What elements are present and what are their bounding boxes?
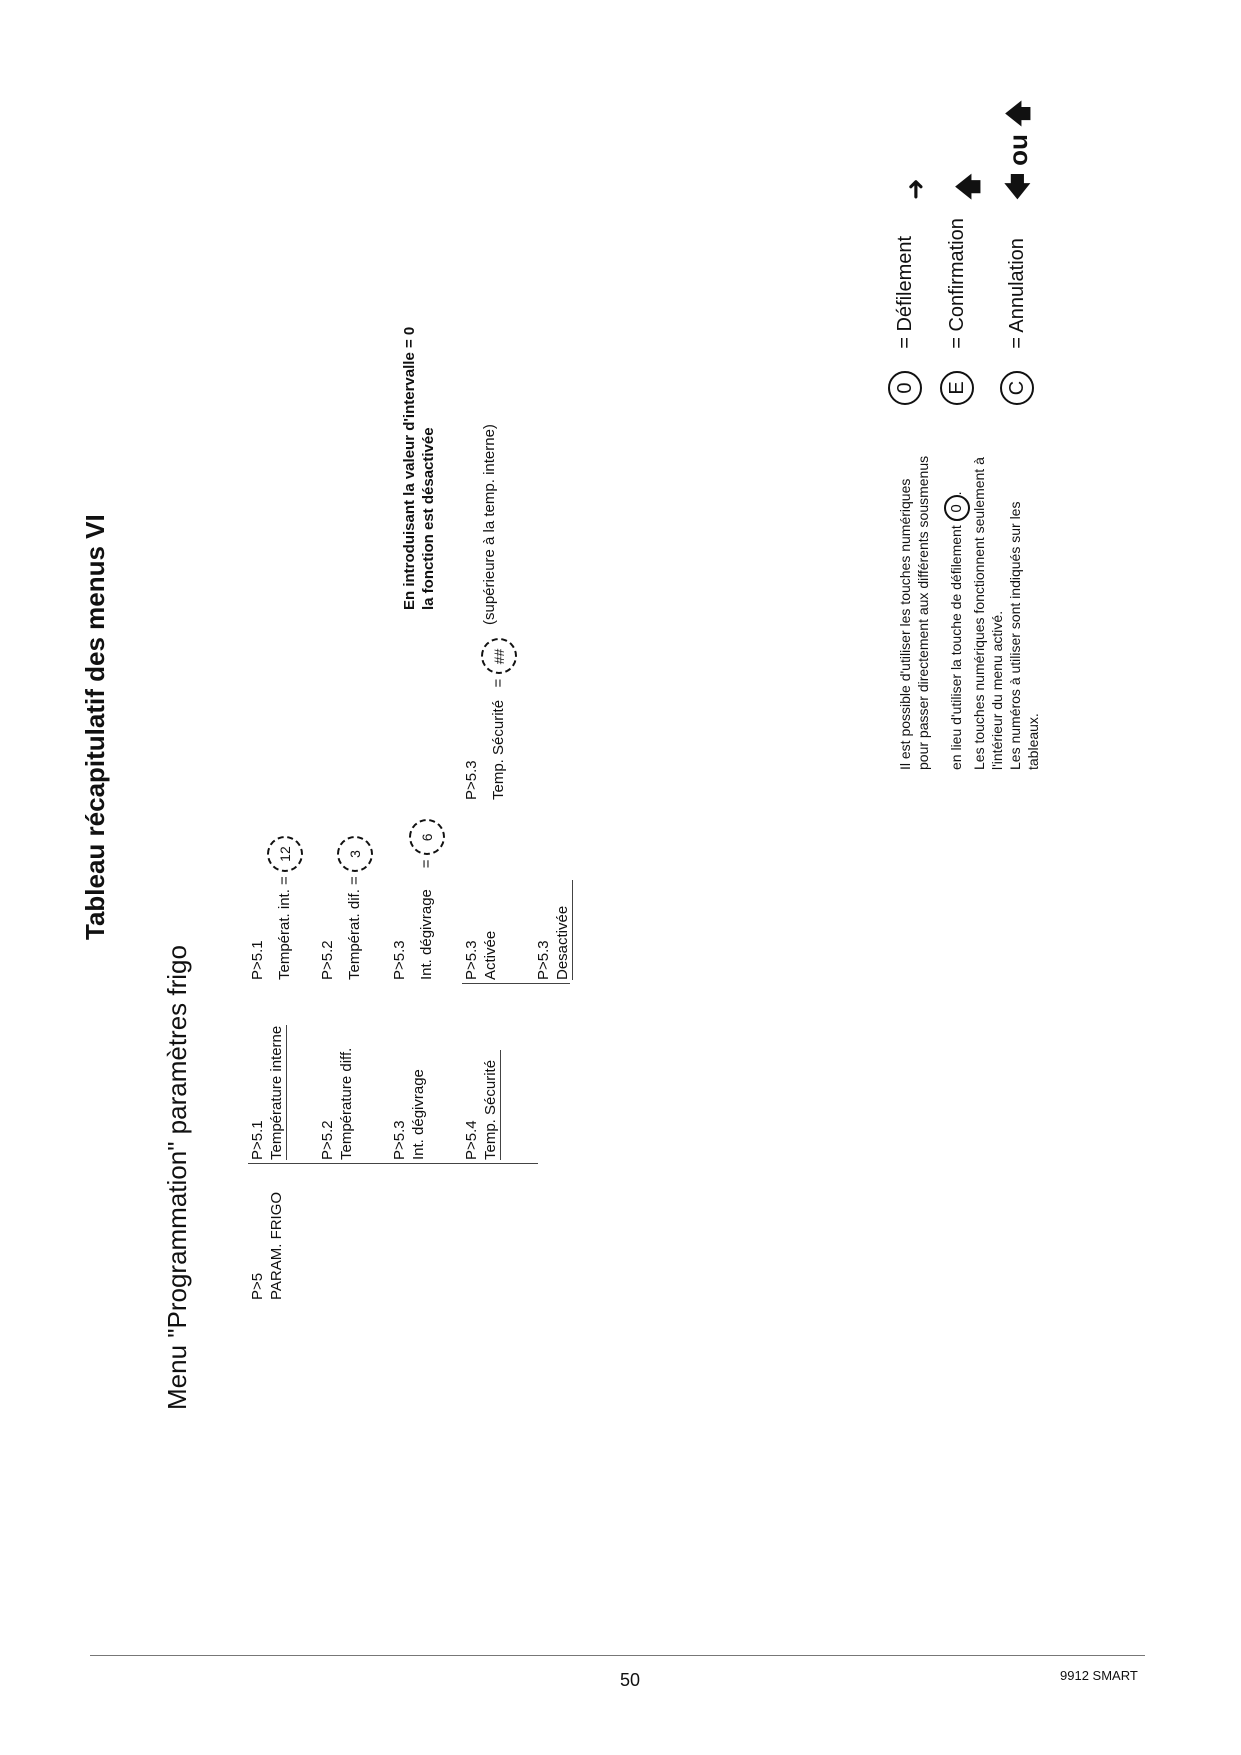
- menu-subtitle: Menu "Programmation" paramètres frigo: [162, 945, 192, 1410]
- defrost-note: [400, 327, 438, 610]
- value-6-badge: 6: [409, 819, 445, 855]
- root-node: [248, 1192, 286, 1300]
- info-line: Les numéros à utiliser sont indiqués sur les: [1007, 501, 1023, 770]
- menu-item-5-3: [390, 1069, 428, 1160]
- item-code: P>5.3: [391, 1120, 408, 1160]
- sub-item-5-3-defrost: [390, 819, 445, 980]
- sub-label: Temp. Sécurité: [489, 699, 507, 800]
- sub-code: P>5.1: [249, 940, 266, 980]
- arrow-right-icon: ➜: [900, 178, 930, 200]
- key-e-icon: E: [940, 371, 974, 405]
- legend-text: = Confirmation: [946, 218, 968, 349]
- sub-code: P>5.3: [463, 760, 480, 800]
- doc-code: 9912 SMART: [1060, 1668, 1138, 1683]
- legend-text: = Annulation: [1006, 238, 1028, 349]
- page-number: 50: [620, 1670, 641, 1690]
- equals-sign: =: [489, 678, 507, 688]
- info-line: tableaux.: [1025, 713, 1041, 770]
- root-label: PARAM. FRIGO: [268, 1191, 285, 1300]
- legend-text: = Défilement: [894, 235, 916, 349]
- security-remark: (supérieure à la temp. interne): [481, 424, 498, 625]
- value-3-badge: 3: [337, 836, 373, 872]
- info-line: pour passer directement aux différents sousmenus: [915, 455, 931, 770]
- tree-connector: [462, 983, 570, 984]
- legend-cancel: [1000, 238, 1034, 405]
- page-title: Tableau récapitulatif des menus VI: [80, 514, 110, 940]
- item-label: Int. dégivrage: [410, 1069, 427, 1160]
- item-label: Température interne: [268, 1025, 285, 1160]
- footer-rule: [90, 1655, 1145, 1656]
- menu-item-5-1: [248, 1025, 287, 1160]
- arrow-left-or-up-icon: 🡄 ou 🡅: [1003, 100, 1033, 200]
- value-12-badge: 12: [267, 836, 303, 872]
- sub-item-5-3-security: [462, 639, 517, 801]
- root-code: P>5: [249, 1272, 266, 1300]
- note-line: la fonction est désactivée: [420, 427, 437, 610]
- scroll-key-icon: 0: [944, 495, 970, 521]
- sub-item-5-3-active: [462, 931, 500, 980]
- menu-item-5-4: [462, 1050, 501, 1160]
- info-punct: .: [948, 491, 964, 496]
- sub-item-5-3-inactive: [534, 880, 573, 980]
- tree-connector: [248, 1163, 538, 1164]
- sub-item-5-2: [318, 836, 373, 980]
- menu-item-5-2: [318, 1048, 356, 1160]
- sub-label: Activée: [482, 930, 499, 980]
- sub-code: P>5.3: [391, 940, 408, 980]
- sub-label: Températ. int. =: [275, 876, 293, 980]
- sub-item-5-1: [248, 836, 303, 980]
- info-line: Il est possible d'utiliser les touches numériques: [897, 478, 913, 770]
- key-0-icon: 0: [888, 371, 922, 405]
- equals-sign: =: [417, 859, 435, 869]
- legend-scroll: [888, 236, 922, 405]
- item-label: Temp. Sécurité: [482, 1059, 499, 1160]
- info-line: en lieu d'utiliser la touche de défilement: [948, 525, 964, 770]
- note-line: En introduisant la valeur d'intervalle = 0: [401, 326, 418, 610]
- sub-code: P>5.3: [535, 940, 552, 980]
- key-c-icon: C: [1000, 371, 1034, 405]
- info-block: [896, 410, 1042, 770]
- value-hash-badge: ##: [481, 639, 517, 675]
- sub-code: P>5.2: [319, 940, 336, 980]
- legend-confirm: [940, 218, 974, 405]
- item-code: P>5.2: [319, 1120, 336, 1160]
- item-code: P>5.1: [249, 1120, 266, 1160]
- item-code: P>5.4: [463, 1120, 480, 1160]
- sub-code: P>5.3: [463, 940, 480, 980]
- item-label: Température diff.: [338, 1047, 355, 1160]
- arrow-up-icon: 🡅: [953, 173, 983, 200]
- sub-label: Desactivée: [554, 905, 571, 980]
- sub-label: Températ. dif. =: [345, 876, 363, 980]
- info-line: Les touches numériques fonctionnent seulement à: [971, 457, 987, 770]
- sub-label: Int. dégivrage: [417, 889, 435, 980]
- info-line: l'intérieur du menu activé.: [989, 610, 1005, 770]
